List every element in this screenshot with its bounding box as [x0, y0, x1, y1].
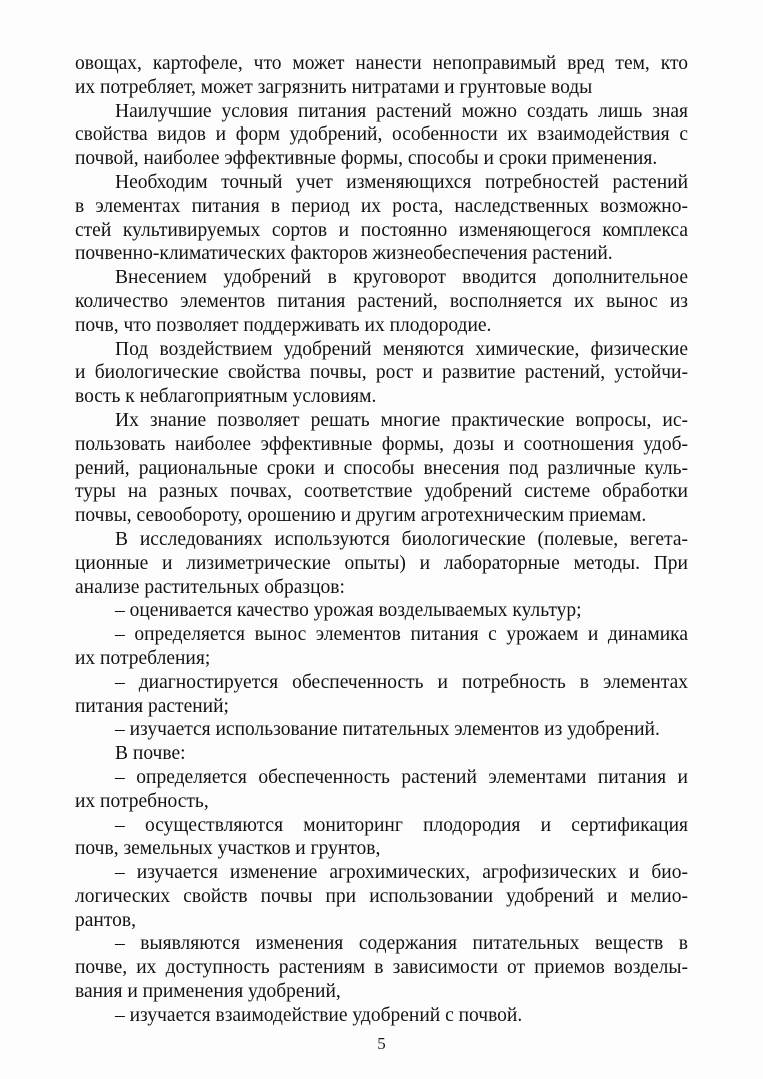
text-line: в элементах питания в период их роста, наследственных возможно-: [75, 195, 688, 217]
paragraph: [75, 766, 688, 814]
text-line: почвой, наиболее эффективные формы, способы и сроки применения.: [75, 148, 658, 170]
text-line: – оценивается качество урожая возделываемых культур;: [115, 600, 582, 622]
paragraph: [75, 52, 688, 100]
text-line: почве, их доступность растениям в зависимости от приемов возделы-: [75, 957, 688, 979]
text-line: питания растений;: [75, 695, 229, 717]
text-line: почвы, севообороту, орошению и другим агротехническим приемам.: [75, 505, 647, 527]
text-line: туры на разных почвах, соответствие удобрений системе обработки: [75, 481, 688, 503]
text-line: почв, земельных участков и грунтов,: [75, 838, 381, 860]
paragraph: [75, 742, 688, 766]
paragraph: [75, 932, 688, 1003]
text-line: их потребность,: [75, 790, 209, 812]
text-line: рантов,: [75, 909, 136, 931]
text-line: – определяется вынос элементов питания с урожаем и динамика: [115, 624, 688, 646]
text-line: – изучается использование питательных элементов из удобрений.: [115, 719, 660, 741]
text-line: – диагностируется обеспеченность и потребность в элементах: [115, 671, 688, 693]
paragraph: [75, 814, 688, 862]
text-line: их потребления;: [75, 647, 211, 669]
text-line: рений, рациональные сроки и способы внесения под различные куль-: [75, 457, 688, 479]
text-line: – изучается изменение агрохимических, агрофизических и био-: [115, 862, 688, 884]
paragraph: [75, 338, 688, 409]
paragraph: [75, 171, 688, 266]
paragraph: [75, 861, 688, 932]
text-line: вания и применения удобрений,: [75, 981, 341, 1003]
text-line: количество элементов питания растений, восполняется их вынос из: [75, 290, 688, 312]
text-line: – определяется обеспеченность растений элементами питания и: [115, 766, 688, 788]
page-text: [75, 52, 688, 1028]
text-line: овощах, картофеле, что может нанести непоправимый вред тем, кто: [75, 53, 688, 74]
text-line: их потребляет, может загрязнить нитратами и грунтовые воды: [75, 76, 593, 98]
text-line: почвенно-климатических факторов жизнеобеспечения растений.: [75, 243, 613, 265]
text-line: вость к неблагоприятным условиям.: [75, 386, 377, 408]
paragraph: [75, 266, 688, 337]
paragraph: [75, 623, 688, 671]
paragraph: [75, 100, 688, 171]
text-line: логических свойств почвы при использовании удобрений и мелио-: [75, 885, 688, 907]
text-line: – осуществляются мониторинг плодородия и сертификация: [115, 814, 688, 836]
text-line: Внесением удобрений в круговорот вводится дополнительное: [115, 267, 688, 289]
page-number: 5: [377, 1034, 386, 1053]
text-line: – изучается взаимодействие удобрений с почвой.: [115, 1004, 523, 1026]
paragraph: [75, 1004, 688, 1028]
paragraph: [75, 599, 688, 623]
text-line: свойства видов и форм удобрений, особенности их взаимодействия с: [75, 124, 688, 146]
paragraph: [75, 671, 688, 719]
text-line: и биологические свойства почвы, рост и развитие растений, устойчи-: [75, 362, 688, 384]
text-line: почв, что позволяет поддерживать их плодородие.: [75, 314, 492, 336]
text-line: ционные и лизиметрические опыты) и лабораторные методы. При: [75, 552, 688, 574]
text-line: – выявляются изменения содержания питательных веществ в: [115, 933, 688, 955]
text-line: В почве:: [115, 743, 186, 765]
paragraph: [75, 409, 688, 528]
paragraph: [75, 718, 688, 742]
text-line: В исследованиях используются биологические (полевые, вегета-: [115, 528, 688, 550]
text-line: анализе растительных образцов:: [75, 576, 345, 598]
text-line: Необходим точный учет изменяющихся потребностей растений: [115, 171, 688, 193]
text-line: Под воздействием удобрений меняются химические, физические: [115, 338, 688, 360]
text-line: стей культивируемых сортов и постоянно изменяющегося комплекса: [75, 219, 688, 241]
text-line: Наилучшие условия питания растений можно создать лишь зная: [115, 100, 688, 122]
paragraph: [75, 528, 688, 599]
text-line: Их знание позволяет решать многие практические вопросы, ис-: [115, 409, 688, 431]
text-line: пользовать наиболее эффективные формы, дозы и соотношения удоб-: [75, 433, 688, 455]
